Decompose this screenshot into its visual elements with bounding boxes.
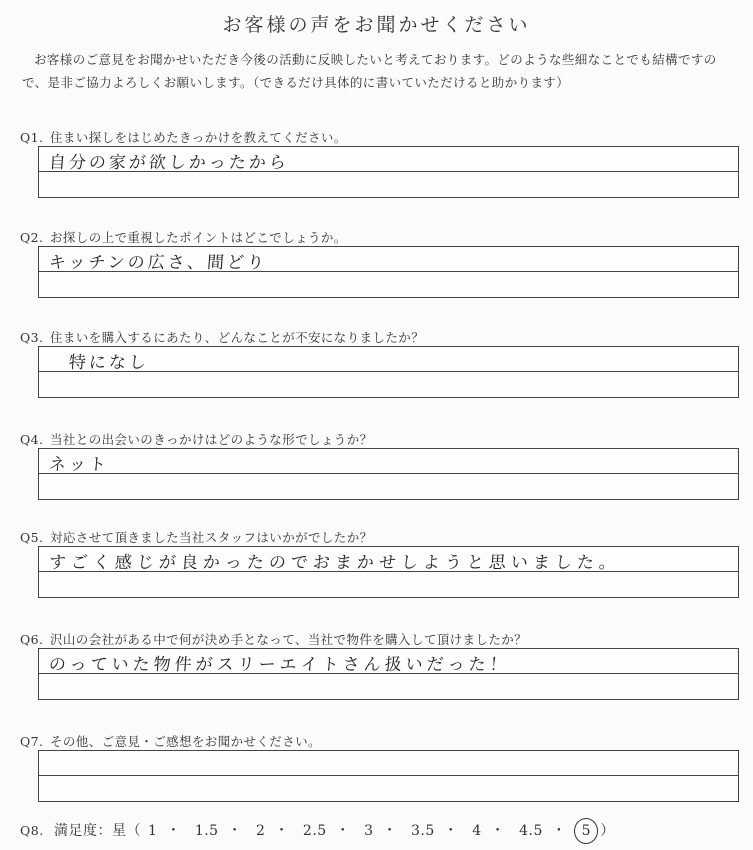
answer-box-6 [38,648,739,700]
rating-option-3: 3 [364,823,374,839]
question-text: 当社との出会いのきっかけはどのような形でしょうか？ [50,432,373,447]
answer-box-7 [38,750,739,802]
answer-text: ネット [48,455,110,475]
rating-close: ） [600,823,615,839]
answer-box-3 [38,346,739,398]
rating-option-2.5: 2.5 [302,823,327,839]
question-8-rating: Q8. 満足度：星（ 1 ・ 1.5 ・ 2 ・ 2.5 ・ 3 ・ 3.5 ・ 4 ・ 4.5 ・ 5 ） [20,818,615,844]
question-text: 対応させて頂きました当社スタッフはいかがでしたか？ [50,530,373,545]
rating-option-2: 2 [256,823,266,839]
answer-box-2 [38,246,739,298]
question-7 [20,732,321,750]
question-number: Q8. [20,823,44,838]
answer-box-1 [38,146,739,198]
question-number: Q1. [20,130,44,145]
intro-text: お客様のご意見をお聞かせいただき今後の活動に反映したいと考えております。どのような些細なことでも結構ですので、是非ご協力よろしくお願いします。（できるだけ具体的に書いていただけると助かります） [22,52,717,90]
question-text: その他、ご意見・ご感想をお聞かせください。 [50,734,321,749]
answer-box-5 [38,546,739,598]
answer-box-4 [38,448,739,500]
question-6 [20,630,527,648]
rating-option-1: 1 [147,823,158,839]
rating-option-4: 4 [472,823,482,839]
question-1 [20,128,347,146]
answer-text: キッチンの広さ、間どり [48,253,268,273]
question-number: Q4. [20,432,44,447]
question-text: 沢山の会社がある中で何が決め手となって、当社で物件を購入して頂けましたか？ [50,632,528,647]
rating-option-3.5: 3.5 [411,823,435,839]
question-text: 住まい探しをはじめたきっかけを教えてください。 [50,130,347,145]
answer-text: 自分の家が欲しかったから [48,153,290,173]
question-number: Q5. [20,530,44,545]
page-title: お客様の声をお聞かせください [222,14,531,36]
question-number: Q7. [20,734,44,749]
question-5 [20,528,373,546]
question-number: Q2. [20,230,44,245]
rating-option-4.5: 4.5 [519,823,543,839]
answer-text: のっていた物件がスリーエイトさん扱いだった！ [48,655,512,675]
question-2 [20,228,347,246]
question-number: Q6. [20,632,44,647]
rating-option-5-selected: 5 [574,818,598,844]
rating-label: 満足度：星（ [54,823,141,839]
question-text: 住まいを購入するにあたり、どんなことが不安になりましたか？ [50,330,425,345]
answer-text: 特になし [68,353,150,373]
question-text: お探しの上で重視したポイントはどこでしょうか。 [50,230,347,245]
question-3 [20,328,424,346]
answer-text: すごく感じが良かったのでおまかせしようと思いました。 [48,553,622,573]
question-number: Q3. [20,330,44,345]
question-4 [20,430,373,448]
rating-option-1.5: 1.5 [194,823,219,839]
